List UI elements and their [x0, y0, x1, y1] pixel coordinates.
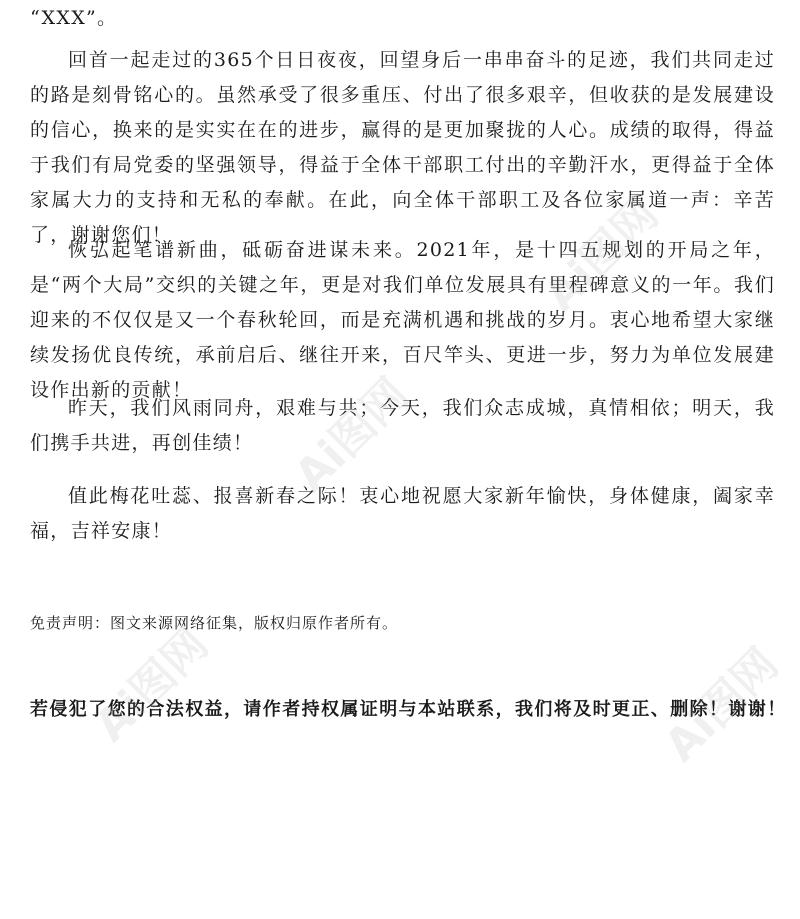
paragraph-quote-end: “XXX”。	[30, 7, 118, 29]
paragraph-review: 回首一起走过的365个日日夜夜，回望身后一串串奋斗的足迹，我们共同走过的路是刻骨铭心的。虽然承受了很多重压、付出了很多艰辛，但收获的是发展建设的信心，换来的是实实在在的进步，赢得的是更加聚拢的人心。成绩的取得，得益于我们有局党委的坚强领导，得益于全体干部职工付出的辛勤汗水，更得益于全体家属大力的支持和无私的奉献。在此，向全体干部职工及各位家属道一声：辛苦了，谢谢您们！	[30, 49, 775, 246]
disclaimer-text: 免责声明：图文来源网络征集，版权归原作者所有。	[30, 614, 399, 632]
watermark: Ai图网	[85, 618, 219, 752]
watermark: Ai图网	[285, 368, 419, 502]
copyright-notice: 若侵犯了您的合法权益，请作者持权属证明与本站联系，我们将及时更正、删除！谢谢！	[30, 699, 787, 720]
paragraph-new-year-wishes: 值此梅花吐蕊、报喜新春之际！衷心地祝愿大家新年愉快，身体健康，阖家幸福，吉祥安康！	[30, 485, 775, 542]
watermark: Ai图网	[535, 188, 669, 322]
watermark: Ai图网	[655, 638, 789, 772]
paragraph-yesterday-today-tomorrow: 昨天，我们风雨同舟，艰难与共；今天，我们众志成城，真情相依；明天，我们携手共进，再创佳绩！	[30, 397, 775, 454]
paragraph-future: 恢弘起笔谱新曲，砥砺奋进谋未来。2021年，是十四五规划的开局之年，是“两个大局”交织的关键之年，更是对我们单位发展具有里程碑意义的一年。我们迎来的不仅仅是又一个春秋轮回，而是充满机遇和挑战的岁月。衷心地希望大家继续发扬优良传统，承前启后、继往开来，百尺竿头、更进一步，努力为单位发展建设作出新的贡献！	[30, 239, 775, 401]
